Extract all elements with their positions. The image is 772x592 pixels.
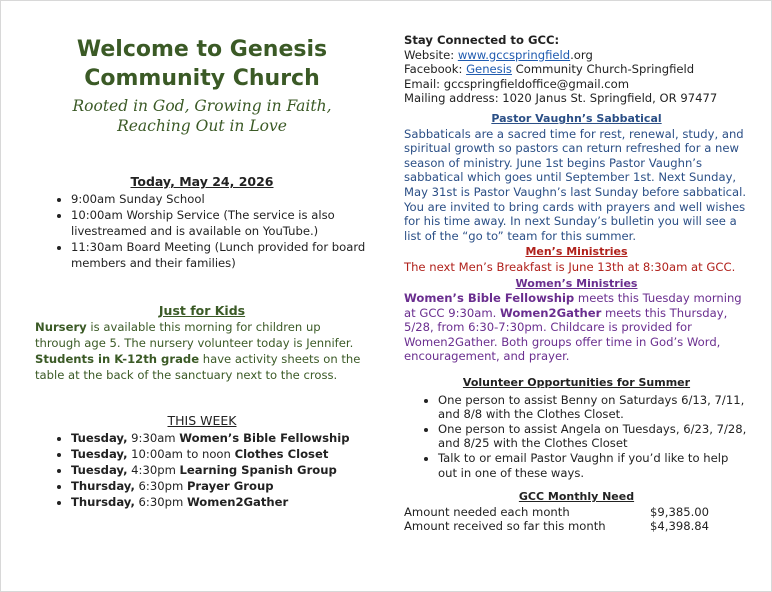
womens-heading: Women’s Ministries — [515, 276, 638, 290]
week-time: 10:00am to noon — [127, 447, 235, 461]
volunteer-item: • One person to assist Angela on Tuesdays, 6/23, 7/28, and 8/25 with the Clothes Closet — [438, 422, 749, 451]
week-item — [71, 430, 369, 446]
today-item: • 9:00am Sunday School — [71, 191, 369, 207]
week-time: 4:30pm — [127, 463, 180, 477]
week-item — [71, 446, 369, 462]
w2g-label: Women2Gather — [500, 305, 602, 320]
this-week-heading: THIS WEEK — [167, 413, 237, 428]
website-line — [404, 48, 749, 63]
left-column — [35, 35, 369, 510]
w2g-text: meets this Thursday, 5/28, from 6:30-7:30pm. Childcare is provided for Women2Gather. Both groups offer time in God’s Word, encouragement, and prayer. — [404, 305, 728, 364]
week-day: Tuesday, — [71, 431, 128, 445]
mailing-address: Mailing address: 1020 Janus St. Springfield, OR 97477 — [404, 91, 718, 106]
money-label: Amount received so far this month — [404, 519, 606, 534]
mens-text: The next Men’s Breakfast is June 13th at 8:30am at GCC. — [404, 259, 736, 274]
this-week-list — [35, 430, 369, 510]
monthly-need-heading: GCC Monthly Need — [518, 490, 635, 504]
website-label: Website: — [404, 47, 458, 62]
week-event: Learning Spanish Group — [179, 463, 337, 477]
money-value: $9,385.00 — [650, 504, 710, 519]
money-row-received — [404, 519, 749, 534]
wbf-label: Women’s Bible Fellowship — [404, 291, 575, 306]
womens-text — [404, 291, 749, 364]
week-event: Clothes Closet — [234, 447, 329, 461]
wbf-text: meets this Tuesday morning at GCC 9:30am. — [404, 291, 742, 320]
tagline-line-1: Rooted in God, Growing in Faith, — [72, 97, 332, 115]
sabbatical-text: Sabbaticals are a sacred time for rest, renewal, study, and spiritual growth so pastors can return refreshed for a new season of ministry. June 1st begins Pastor Vaughn’s sabbatical which goes until September 1st. Next Sunday, May 31st is Pastor Vaughn’s last Sunday before sabbatical. You are invited to bring cards with prayers and well wishes for his time away. In next Sunday’s bulletin you will see a list of the “go to” team for this summer. — [404, 126, 747, 243]
volunteer-item: • Talk to or email Pastor Vaughn if you’d like to help out in one of these ways. — [438, 451, 749, 480]
week-day: Tuesday, — [71, 447, 128, 461]
week-day: Tuesday, — [71, 463, 128, 477]
website-link[interactable]: www.gccspringfield — [457, 47, 571, 62]
kids-heading: Just for Kids — [158, 303, 246, 318]
students-label: Students in K-12th grade — [35, 352, 200, 366]
title-line-2: Community Church — [84, 66, 320, 91]
connect-section — [404, 33, 749, 106]
right-column — [404, 33, 749, 534]
money-value: $4,398.84 — [650, 519, 710, 534]
title-line-1: Welcome to Genesis — [76, 37, 328, 62]
week-item — [71, 462, 369, 478]
week-day: Thursday, — [71, 495, 135, 509]
connect-heading: Stay Connected to GCC: — [404, 33, 560, 47]
volunteer-item: • One person to assist Benny on Saturdays 6/13, 7/11, and 8/8 with the Clothes Closet. — [438, 393, 749, 422]
week-item — [71, 478, 369, 494]
today-item: • 10:00am Worship Service (The service is also livestreamed and is available on YouTube.) — [71, 207, 369, 239]
week-time: 6:30pm — [134, 479, 187, 493]
volunteer-heading: Volunteer Opportunities for Summer — [462, 376, 691, 390]
week-time: 6:30pm — [134, 495, 187, 509]
nursery-text: is available this morning for children up through age 5. The nursery volunteer today is Jennifer. — [35, 320, 354, 350]
students-text: have activity sheets on the table at the back of the sanctuary next to the cross. — [35, 352, 361, 382]
website-suffix: .org — [570, 47, 593, 62]
sabbatical-heading: Pastor Vaughn’s Sabbatical — [491, 111, 662, 125]
church-tagline — [35, 96, 369, 136]
money-label: Amount needed each month — [404, 504, 570, 519]
week-item — [71, 494, 369, 510]
today-list — [35, 191, 369, 271]
facebook-suffix: Community Church-Springfield — [511, 62, 695, 77]
money-row-needed — [404, 505, 749, 520]
kids-paragraph — [35, 319, 369, 383]
church-title — [35, 35, 369, 93]
week-event: Prayer Group — [186, 479, 274, 493]
mens-heading: Men’s Ministries — [525, 245, 628, 259]
facebook-label: Facebook: — [404, 62, 467, 77]
week-event: Women2Gather — [186, 495, 289, 509]
week-time: 9:30am — [127, 431, 180, 445]
nursery-label: Nursery — [35, 320, 87, 334]
volunteer-list — [404, 393, 749, 481]
email-line: Email: gccspringfieldoffice@gmail.com — [404, 76, 630, 91]
week-day: Thursday, — [71, 479, 135, 493]
facebook-link[interactable]: Genesis — [466, 62, 512, 77]
today-heading: Today, May 24, 2026 — [130, 174, 274, 189]
tagline-line-2: Reaching Out in Love — [117, 117, 287, 135]
today-item: • 11:30am Board Meeting (Lunch provided for board members and their families) — [71, 239, 369, 271]
facebook-line — [404, 62, 749, 77]
week-event: Women’s Bible Fellowship — [179, 431, 350, 445]
